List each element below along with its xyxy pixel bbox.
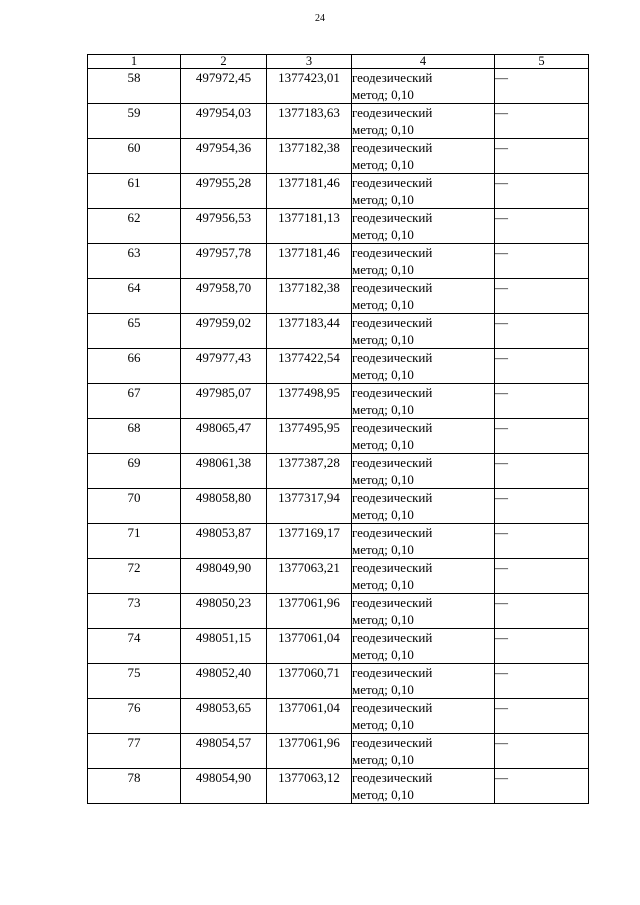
method-line-2: метод; 0,10 [352, 577, 414, 592]
method-cell [352, 349, 495, 384]
dash-mark: — [495, 140, 508, 155]
method-line-2: метод; 0,10 [352, 787, 414, 802]
point-number: 64 [88, 279, 181, 314]
method-cell [352, 384, 495, 419]
coord-x: 497959,02 [181, 314, 267, 349]
method-cell [352, 594, 495, 629]
dash-mark: — [495, 175, 508, 190]
table-row [88, 699, 589, 734]
note-cell [495, 314, 589, 349]
method-line-1: геодезический [352, 595, 433, 610]
note-cell [495, 419, 589, 454]
method-line-2: метод; 0,10 [352, 647, 414, 662]
coord-x: 498051,15 [181, 629, 267, 664]
coord-y: 1377063,21 [267, 559, 352, 594]
method-line-1: геодезический [352, 105, 433, 120]
coord-y: 1377169,17 [267, 524, 352, 559]
coord-y: 1377183,44 [267, 314, 352, 349]
method-line-2: метод; 0,10 [352, 682, 414, 697]
method-cell [352, 174, 495, 209]
table-row [88, 139, 589, 174]
dash-mark: — [495, 385, 508, 400]
table-row [88, 594, 589, 629]
method-cell [352, 559, 495, 594]
note-cell [495, 489, 589, 524]
coord-x: 498053,65 [181, 699, 267, 734]
method-line-1: геодезический [352, 350, 433, 365]
dash-mark: — [495, 630, 508, 645]
coord-y: 1377061,96 [267, 594, 352, 629]
coord-x: 498052,40 [181, 664, 267, 699]
point-number: 73 [88, 594, 181, 629]
method-line-1: геодезический [352, 245, 433, 260]
note-cell [495, 664, 589, 699]
method-cell [352, 734, 495, 769]
method-line-1: геодезический [352, 455, 433, 470]
point-number: 75 [88, 664, 181, 699]
coord-y: 1377063,12 [267, 769, 352, 804]
method-cell [352, 139, 495, 174]
coord-x: 498065,47 [181, 419, 267, 454]
method-cell [352, 524, 495, 559]
table-row [88, 734, 589, 769]
method-cell [352, 489, 495, 524]
method-line-2: метод; 0,10 [352, 262, 414, 277]
note-cell [495, 629, 589, 664]
coord-y: 1377181,46 [267, 174, 352, 209]
method-line-1: геодезический [352, 630, 433, 645]
table-row [88, 454, 589, 489]
dash-mark: — [495, 315, 508, 330]
method-line-1: геодезический [352, 280, 433, 295]
note-cell [495, 769, 589, 804]
coord-x: 497985,07 [181, 384, 267, 419]
method-line-2: метод; 0,10 [352, 122, 414, 137]
table-row [88, 349, 589, 384]
coord-x: 498054,57 [181, 734, 267, 769]
method-line-2: метод; 0,10 [352, 227, 414, 242]
method-line-1: геодезический [352, 665, 433, 680]
coord-y: 1377061,04 [267, 629, 352, 664]
method-line-1: геодезический [352, 140, 433, 155]
table-row [88, 69, 589, 104]
header-col-1: 1 [88, 55, 181, 69]
coord-y: 1377498,95 [267, 384, 352, 419]
note-cell [495, 699, 589, 734]
method-line-2: метод; 0,10 [352, 472, 414, 487]
coord-x: 498053,87 [181, 524, 267, 559]
table-row [88, 524, 589, 559]
table-body [88, 69, 589, 804]
note-cell [495, 454, 589, 489]
table-row [88, 104, 589, 139]
coord-x: 498061,38 [181, 454, 267, 489]
dash-mark: — [495, 770, 508, 785]
method-line-2: метод; 0,10 [352, 507, 414, 522]
coord-y: 1377182,38 [267, 279, 352, 314]
method-line-1: геодезический [352, 700, 433, 715]
method-line-2: метод; 0,10 [352, 437, 414, 452]
note-cell [495, 279, 589, 314]
note-cell [495, 349, 589, 384]
point-number: 72 [88, 559, 181, 594]
method-cell [352, 419, 495, 454]
dash-mark: — [495, 700, 508, 715]
method-line-1: геодезический [352, 420, 433, 435]
note-cell [495, 69, 589, 104]
coord-y: 1377061,04 [267, 699, 352, 734]
method-cell [352, 209, 495, 244]
point-number: 69 [88, 454, 181, 489]
dash-mark: — [495, 490, 508, 505]
header-col-3: 3 [267, 55, 352, 69]
coord-y: 1377317,94 [267, 489, 352, 524]
point-number: 67 [88, 384, 181, 419]
coord-x: 498054,90 [181, 769, 267, 804]
method-line-2: метод; 0,10 [352, 297, 414, 312]
table-row [88, 419, 589, 454]
dash-mark: — [495, 70, 508, 85]
table-row [88, 559, 589, 594]
point-number: 65 [88, 314, 181, 349]
point-number: 61 [88, 174, 181, 209]
method-cell [352, 769, 495, 804]
point-number: 63 [88, 244, 181, 279]
dash-mark: — [495, 350, 508, 365]
dash-mark: — [495, 560, 508, 575]
point-number: 74 [88, 629, 181, 664]
table-row [88, 314, 589, 349]
coord-y: 1377181,13 [267, 209, 352, 244]
coord-x: 497977,43 [181, 349, 267, 384]
dash-mark: — [495, 665, 508, 680]
dash-mark: — [495, 105, 508, 120]
method-cell [352, 454, 495, 489]
note-cell [495, 559, 589, 594]
coord-x: 498049,90 [181, 559, 267, 594]
coord-x: 497958,70 [181, 279, 267, 314]
method-line-2: метод; 0,10 [352, 612, 414, 627]
point-number: 77 [88, 734, 181, 769]
method-line-1: геодезический [352, 70, 433, 85]
method-line-2: метод; 0,10 [352, 87, 414, 102]
header-row [88, 55, 589, 69]
method-line-1: геодезический [352, 315, 433, 330]
dash-mark: — [495, 280, 508, 295]
dash-mark: — [495, 595, 508, 610]
method-line-1: геодезический [352, 770, 433, 785]
header-col-2: 2 [181, 55, 267, 69]
coord-x: 498058,80 [181, 489, 267, 524]
table-row [88, 244, 589, 279]
point-number: 70 [88, 489, 181, 524]
coord-x: 497955,28 [181, 174, 267, 209]
method-cell [352, 314, 495, 349]
note-cell [495, 104, 589, 139]
point-number: 58 [88, 69, 181, 104]
coord-x: 497954,36 [181, 139, 267, 174]
note-cell [495, 174, 589, 209]
point-number: 68 [88, 419, 181, 454]
table-row [88, 629, 589, 664]
point-number: 78 [88, 769, 181, 804]
point-number: 66 [88, 349, 181, 384]
note-cell [495, 209, 589, 244]
coord-y: 1377387,28 [267, 454, 352, 489]
dash-mark: — [495, 210, 508, 225]
dash-mark: — [495, 525, 508, 540]
method-line-2: метод; 0,10 [352, 157, 414, 172]
method-line-2: метод; 0,10 [352, 402, 414, 417]
page-number: 24 [315, 13, 325, 24]
point-number: 60 [88, 139, 181, 174]
coord-x: 497972,45 [181, 69, 267, 104]
method-cell [352, 69, 495, 104]
table-row [88, 174, 589, 209]
note-cell [495, 139, 589, 174]
dash-mark: — [495, 735, 508, 750]
method-line-1: геодезический [352, 175, 433, 190]
method-cell [352, 104, 495, 139]
table-row [88, 209, 589, 244]
point-number: 71 [88, 524, 181, 559]
table-row [88, 489, 589, 524]
coord-y: 1377181,46 [267, 244, 352, 279]
coord-y: 1377423,01 [267, 69, 352, 104]
point-number: 62 [88, 209, 181, 244]
coordinates-table [87, 54, 589, 804]
method-line-1: геодезический [352, 385, 433, 400]
method-cell [352, 629, 495, 664]
dash-mark: — [495, 245, 508, 260]
table-row [88, 384, 589, 419]
method-cell [352, 664, 495, 699]
method-line-2: метод; 0,10 [352, 332, 414, 347]
method-line-1: геодезический [352, 525, 433, 540]
note-cell [495, 734, 589, 769]
coord-y: 1377060,71 [267, 664, 352, 699]
note-cell [495, 524, 589, 559]
method-line-2: метод; 0,10 [352, 367, 414, 382]
coord-y: 1377182,38 [267, 139, 352, 174]
dash-mark: — [495, 420, 508, 435]
coord-y: 1377061,96 [267, 734, 352, 769]
method-line-1: геодезический [352, 735, 433, 750]
method-cell [352, 699, 495, 734]
method-line-2: метод; 0,10 [352, 752, 414, 767]
note-cell [495, 244, 589, 279]
method-cell [352, 279, 495, 314]
coord-x: 498050,23 [181, 594, 267, 629]
table-row [88, 664, 589, 699]
coord-y: 1377422,54 [267, 349, 352, 384]
method-line-2: метод; 0,10 [352, 717, 414, 732]
method-line-2: метод; 0,10 [352, 542, 414, 557]
dash-mark: — [495, 455, 508, 470]
method-line-2: метод; 0,10 [352, 192, 414, 207]
coord-x: 497954,03 [181, 104, 267, 139]
header-col-5: 5 [495, 55, 589, 69]
method-cell [352, 244, 495, 279]
table-row [88, 279, 589, 314]
point-number: 59 [88, 104, 181, 139]
coord-y: 1377183,63 [267, 104, 352, 139]
method-line-1: геодезический [352, 490, 433, 505]
coord-y: 1377495,95 [267, 419, 352, 454]
method-line-1: геодезический [352, 560, 433, 575]
header-col-4: 4 [352, 55, 495, 69]
point-number: 76 [88, 699, 181, 734]
note-cell [495, 384, 589, 419]
table-row [88, 769, 589, 804]
note-cell [495, 594, 589, 629]
coord-x: 497957,78 [181, 244, 267, 279]
coord-x: 497956,53 [181, 209, 267, 244]
method-line-1: геодезический [352, 210, 433, 225]
